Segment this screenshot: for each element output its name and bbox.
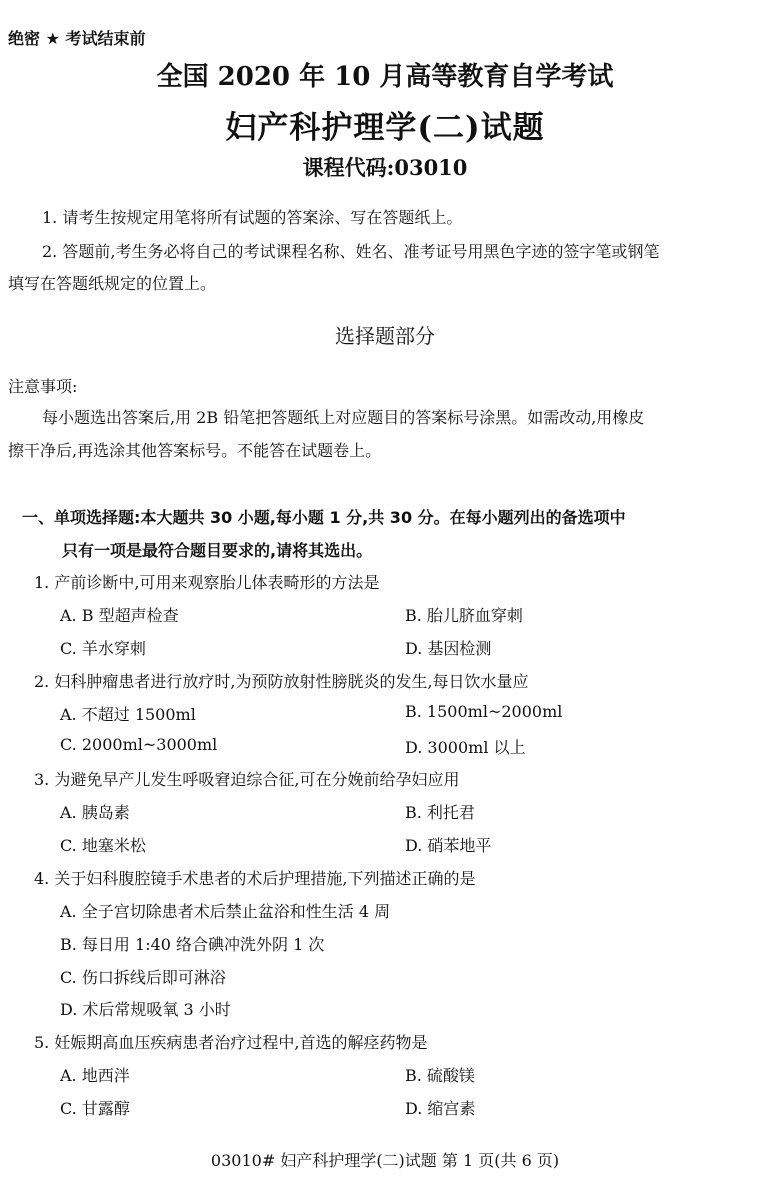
question-option: C. 甘露醇	[60, 1099, 130, 1118]
question-option: D. 术后常规吸氧 3 小时	[60, 1000, 231, 1019]
instruction-2-line1: 2. 答题前,考生务必将自己的考试课程名称、姓名、准考证号用黑色字迹的签字笔或钢笔	[42, 242, 660, 261]
instruction-1: 1. 请考生按规定用笔将所有试题的答案涂、写在答题纸上。	[42, 208, 463, 227]
question-option: C. 地塞米松	[60, 836, 146, 855]
section-title: 选择题部分	[335, 324, 435, 348]
question-option: D. 基因检测	[405, 639, 492, 658]
question-option: C. 2000ml~3000ml	[60, 735, 218, 754]
question-option: B. 1500ml~2000ml	[405, 702, 563, 721]
notice-line-2: 擦干净后,再选涂其他答案标号。不能答在试题卷上。	[8, 441, 382, 460]
question-option: B. 胎儿脐血穿刺	[405, 606, 523, 625]
notice-label: 注意事项:	[8, 377, 78, 396]
question-option: C. 羊水穿刺	[60, 639, 146, 658]
instruction-2-line2: 填写在答题纸规定的位置上。	[8, 274, 217, 293]
question-option: A. 地西泮	[60, 1066, 130, 1085]
confidential-mark: 绝密 ★ 考试结束前	[8, 29, 146, 48]
question-option: D. 硝苯地平	[405, 836, 492, 855]
notice-line-1: 每小题选出答案后,用 2B 铅笔把答题纸上对应题目的答案标号涂黑。如需改动,用橡皮	[42, 408, 645, 427]
question-stem: 4. 关于妇科腹腔镜手术患者的术后护理措施,下列描述正确的是	[34, 869, 476, 888]
question-option: B. 硫酸镁	[405, 1066, 475, 1085]
question-option: D. 缩宫素	[405, 1099, 476, 1118]
question-stem: 2. 妇科肿瘤患者进行放疗时,为预防放射性膀胱炎的发生,每日饮水量应	[34, 672, 529, 691]
question-option: B. 每日用 1:40 络合碘冲洗外阴 1 次	[60, 935, 325, 954]
question-option: B. 利托君	[405, 803, 475, 822]
part1-heading-line1: 一、单项选择题:本大题共 30 小题,每小题 1 分,共 30 分。在每小题列出的备选项中	[22, 508, 626, 527]
question-stem: 5. 妊娠期高血压疾病患者治疗过程中,首选的解痉药物是	[34, 1033, 428, 1052]
question-option: A. 胰岛素	[60, 803, 130, 822]
question-option: C. 伤口拆线后即可淋浴	[60, 968, 226, 987]
question-option: A. 全子宫切除患者术后禁止盆浴和性生活 4 周	[60, 902, 391, 921]
question-stem: 3. 为避免早产儿发生呼吸窘迫综合征,可在分娩前给孕妇应用	[34, 770, 460, 789]
part1-heading-line2: 只有一项是最符合题目要求的,请将其选出。	[62, 541, 373, 560]
question-stem: 1. 产前诊断中,可用来观察胎儿体表畸形的方法是	[34, 573, 380, 592]
exam-title: 全国 2020 年 10 月高等教育自学考试	[156, 62, 614, 92]
page-footer: 03010# 妇产科护理学(二)试题 第 1 页(共 6 页)	[210, 1151, 560, 1170]
question-option: D. 3000ml 以上	[405, 738, 526, 757]
course-code: 课程代码:03010	[302, 155, 468, 180]
question-option: A. 不超过 1500ml	[60, 705, 196, 724]
subject-title: 妇产科护理学(二)试题	[225, 110, 545, 146]
question-option: A. B 型超声检查	[60, 606, 179, 625]
